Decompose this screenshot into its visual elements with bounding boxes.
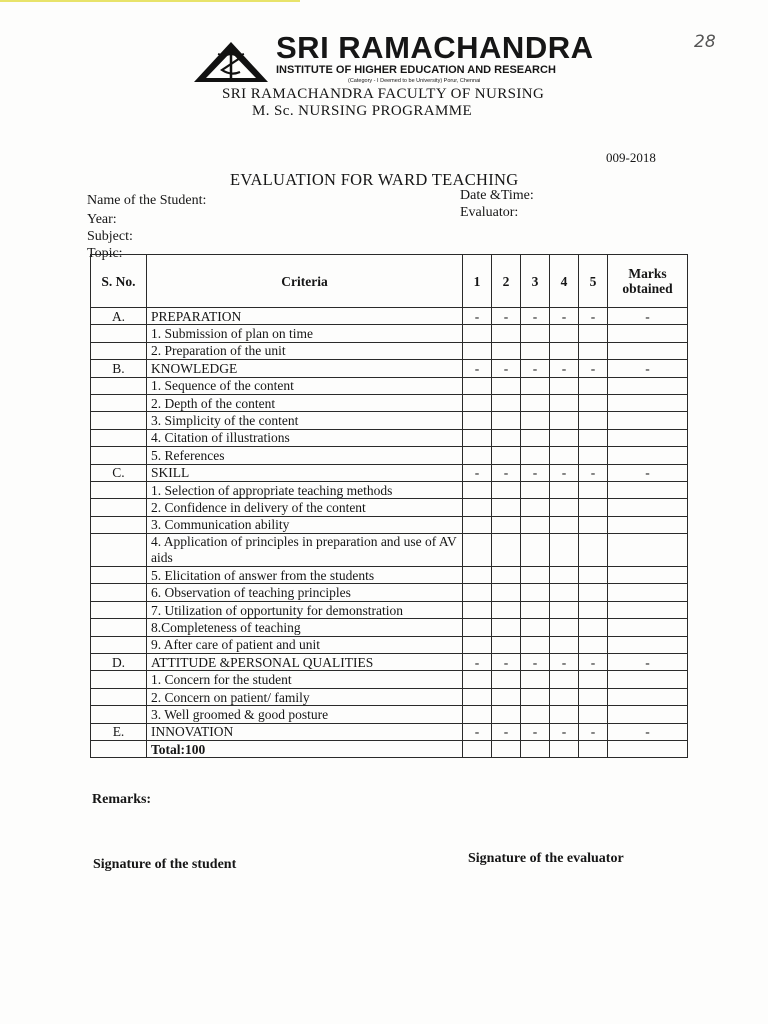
score-cell <box>492 429 521 446</box>
institution-name: SRI RAMACHANDRA <box>276 30 594 65</box>
marks-cell <box>608 567 688 584</box>
score-cell: - <box>579 654 608 671</box>
row-serial-number <box>91 671 147 688</box>
score-cell <box>492 481 521 498</box>
marks-cell <box>608 534 688 567</box>
header-score-2: 2 <box>492 255 521 308</box>
score-cell <box>463 429 492 446</box>
subject-label: Subject: <box>87 229 133 244</box>
table-row <box>91 325 688 342</box>
marks-cell <box>608 447 688 464</box>
row-serial-number <box>91 516 147 533</box>
score-cell <box>579 412 608 429</box>
row-criteria-text: 3. Well groomed & good posture <box>147 706 463 723</box>
score-cell <box>463 740 492 757</box>
score-cell <box>521 342 550 359</box>
score-cell <box>579 688 608 705</box>
table-row <box>91 601 688 618</box>
score-cell <box>521 688 550 705</box>
score-cell: - <box>550 464 579 481</box>
score-cell <box>579 499 608 516</box>
score-cell: - <box>550 360 579 377</box>
score-cell <box>579 481 608 498</box>
row-criteria-text: 4. Citation of illustrations <box>147 429 463 446</box>
row-serial-number <box>91 429 147 446</box>
score-cell <box>550 688 579 705</box>
score-cell <box>521 325 550 342</box>
row-criteria-text: 1. Selection of appropriate teaching methods <box>147 481 463 498</box>
score-cell <box>579 534 608 567</box>
score-cell <box>492 636 521 653</box>
score-cell: - <box>521 723 550 740</box>
institution-subtitle: INSTITUTE OF HIGHER EDUCATION AND RESEARCH <box>276 64 556 76</box>
score-cell <box>550 377 579 394</box>
marks-cell <box>608 325 688 342</box>
score-cell <box>492 671 521 688</box>
row-serial-number <box>91 619 147 636</box>
score-cell: - <box>550 654 579 671</box>
row-criteria-text: 5. Elicitation of answer from the students <box>147 567 463 584</box>
score-cell <box>550 516 579 533</box>
handwritten-page-mark: 28 <box>694 32 716 52</box>
table-row <box>91 499 688 516</box>
marks-cell: - <box>608 654 688 671</box>
score-cell <box>521 567 550 584</box>
row-criteria-text: 3. Simplicity of the content <box>147 412 463 429</box>
row-serial-number: C. <box>91 464 147 481</box>
row-criteria-text: KNOWLEDGE <box>147 360 463 377</box>
score-cell <box>492 499 521 516</box>
score-cell <box>579 447 608 464</box>
score-cell <box>463 601 492 618</box>
score-cell <box>521 481 550 498</box>
score-cell <box>550 499 579 516</box>
table-row <box>91 567 688 584</box>
score-cell: - <box>550 308 579 325</box>
row-serial-number <box>91 740 147 757</box>
score-cell: - <box>463 654 492 671</box>
row-criteria-text: 7. Utilization of opportunity for demonstration <box>147 601 463 618</box>
score-cell <box>521 377 550 394</box>
score-cell <box>492 516 521 533</box>
score-cell <box>550 584 579 601</box>
score-cell <box>492 394 521 411</box>
marks-cell: - <box>608 360 688 377</box>
score-cell <box>579 342 608 359</box>
marks-cell: - <box>608 308 688 325</box>
score-cell <box>492 706 521 723</box>
score-cell <box>492 688 521 705</box>
table-header-row <box>91 255 688 308</box>
score-cell <box>550 447 579 464</box>
header-score-4: 4 <box>550 255 579 308</box>
score-cell <box>463 534 492 567</box>
row-serial-number <box>91 481 147 498</box>
score-cell <box>521 412 550 429</box>
marks-cell <box>608 516 688 533</box>
score-cell <box>463 619 492 636</box>
score-cell <box>463 342 492 359</box>
section-row <box>91 723 688 740</box>
row-serial-number <box>91 636 147 653</box>
header-criteria: Criteria <box>147 255 463 308</box>
row-criteria-text: 2. Preparation of the unit <box>147 342 463 359</box>
row-serial-number: A. <box>91 308 147 325</box>
row-criteria-text: ATTITUDE &PERSONAL QUALITIES <box>147 654 463 671</box>
score-cell <box>521 636 550 653</box>
student-name-label: Name of the Student: <box>87 193 207 208</box>
row-criteria-text: 2. Confidence in delivery of the content <box>147 499 463 516</box>
programme-name: M. Sc. NURSING PROGRAMME <box>252 103 473 119</box>
score-cell <box>463 394 492 411</box>
score-cell <box>550 342 579 359</box>
row-criteria-text: 4. Application of principles in preparation and use of AV aids <box>147 534 463 567</box>
table-row <box>91 342 688 359</box>
row-serial-number <box>91 584 147 601</box>
score-cell <box>550 325 579 342</box>
section-row <box>91 360 688 377</box>
row-serial-number <box>91 377 147 394</box>
score-cell <box>521 499 550 516</box>
score-cell <box>550 740 579 757</box>
score-cell <box>550 636 579 653</box>
table-row <box>91 534 688 567</box>
score-cell <box>521 584 550 601</box>
table-row <box>91 671 688 688</box>
institution-logo-icon <box>192 40 270 84</box>
marks-cell <box>608 429 688 446</box>
marks-cell <box>608 412 688 429</box>
marks-cell <box>608 481 688 498</box>
row-criteria-text: 8.Completeness of teaching <box>147 619 463 636</box>
score-cell <box>579 636 608 653</box>
row-serial-number: B. <box>91 360 147 377</box>
header-sno: S. No. <box>91 255 147 308</box>
row-serial-number <box>91 325 147 342</box>
topic-label: Topic: <box>87 246 123 261</box>
score-cell <box>521 447 550 464</box>
row-serial-number: E. <box>91 723 147 740</box>
section-row <box>91 654 688 671</box>
row-criteria-text: 1. Submission of plan on time <box>147 325 463 342</box>
evaluator-signature-label: Signature of the evaluator <box>468 851 624 866</box>
score-cell <box>579 325 608 342</box>
table-row <box>91 377 688 394</box>
score-cell <box>550 619 579 636</box>
row-serial-number <box>91 394 147 411</box>
score-cell <box>579 429 608 446</box>
score-cell <box>463 688 492 705</box>
score-cell <box>579 619 608 636</box>
score-cell: - <box>463 308 492 325</box>
row-criteria-text: 6. Observation of teaching principles <box>147 584 463 601</box>
score-cell: - <box>463 464 492 481</box>
score-cell <box>550 394 579 411</box>
score-cell <box>463 447 492 464</box>
marks-cell <box>608 394 688 411</box>
score-cell <box>550 601 579 618</box>
score-cell: - <box>492 723 521 740</box>
marks-cell: - <box>608 723 688 740</box>
row-criteria-text: 5. References <box>147 447 463 464</box>
top-edge-mark <box>0 0 300 2</box>
score-cell <box>492 412 521 429</box>
score-cell <box>463 671 492 688</box>
marks-cell <box>608 342 688 359</box>
table-row <box>91 394 688 411</box>
row-criteria-text: 2. Concern on patient/ family <box>147 688 463 705</box>
score-cell <box>550 706 579 723</box>
institution-category: (Category - I Deemed to be University) Porur, Chennai <box>348 78 481 84</box>
section-row <box>91 308 688 325</box>
score-cell: - <box>521 360 550 377</box>
table-row <box>91 429 688 446</box>
marks-cell <box>608 584 688 601</box>
score-cell <box>492 567 521 584</box>
date-time-label: Date &Time: <box>460 188 534 203</box>
row-criteria-text: INNOVATION <box>147 723 463 740</box>
marks-cell <box>608 499 688 516</box>
marks-cell <box>608 740 688 757</box>
marks-cell <box>608 671 688 688</box>
table-row <box>91 636 688 653</box>
score-cell: - <box>521 308 550 325</box>
score-cell <box>492 619 521 636</box>
score-cell <box>492 377 521 394</box>
evaluator-label: Evaluator: <box>460 205 519 220</box>
score-cell <box>463 636 492 653</box>
score-cell <box>550 567 579 584</box>
row-criteria-text: 1. Concern for the student <box>147 671 463 688</box>
table-row <box>91 447 688 464</box>
score-cell <box>579 394 608 411</box>
score-cell: - <box>492 308 521 325</box>
score-cell: - <box>492 464 521 481</box>
row-serial-number <box>91 706 147 723</box>
score-cell <box>579 516 608 533</box>
remarks-label: Remarks: <box>92 792 152 807</box>
score-cell <box>521 516 550 533</box>
row-serial-number <box>91 567 147 584</box>
score-cell: - <box>521 464 550 481</box>
score-cell <box>521 429 550 446</box>
section-row <box>91 464 688 481</box>
score-cell <box>521 394 550 411</box>
score-cell: - <box>463 360 492 377</box>
score-cell: - <box>492 654 521 671</box>
table-row <box>91 412 688 429</box>
score-cell <box>550 412 579 429</box>
score-cell <box>579 671 608 688</box>
score-cell <box>492 601 521 618</box>
score-cell <box>521 619 550 636</box>
score-cell <box>463 706 492 723</box>
student-signature-label: Signature of the student <box>93 857 237 872</box>
table-row <box>91 706 688 723</box>
score-cell <box>463 377 492 394</box>
marks-cell <box>608 377 688 394</box>
row-criteria-text: PREPARATION <box>147 308 463 325</box>
score-cell <box>463 412 492 429</box>
score-cell: - <box>463 723 492 740</box>
score-cell <box>463 567 492 584</box>
year-label: Year: <box>87 212 117 227</box>
score-cell: - <box>492 360 521 377</box>
score-cell <box>579 706 608 723</box>
marks-cell <box>608 601 688 618</box>
score-cell <box>492 342 521 359</box>
evaluation-table <box>90 254 688 758</box>
marks-cell <box>608 688 688 705</box>
score-cell <box>579 567 608 584</box>
header-score-3: 3 <box>521 255 550 308</box>
score-cell <box>550 671 579 688</box>
row-serial-number: D. <box>91 654 147 671</box>
score-cell <box>492 740 521 757</box>
header-score-5: 5 <box>579 255 608 308</box>
faculty-name: SRI RAMACHANDRA FACULTY OF NURSING <box>222 86 545 102</box>
score-cell <box>492 447 521 464</box>
score-cell <box>463 584 492 601</box>
row-criteria-text: 2. Depth of the content <box>147 394 463 411</box>
row-serial-number <box>91 688 147 705</box>
score-cell: - <box>579 308 608 325</box>
row-criteria-text: 3. Communication ability <box>147 516 463 533</box>
row-serial-number <box>91 601 147 618</box>
marks-cell <box>608 619 688 636</box>
score-cell <box>521 671 550 688</box>
score-cell <box>492 325 521 342</box>
score-cell <box>492 534 521 567</box>
form-title: EVALUATION FOR WARD TEACHING <box>230 170 519 189</box>
score-cell <box>463 481 492 498</box>
header-marks-obtained: Marks obtained <box>608 255 688 308</box>
score-cell <box>463 516 492 533</box>
score-cell <box>521 601 550 618</box>
table-row <box>91 481 688 498</box>
score-cell <box>579 584 608 601</box>
row-criteria-text: 9. After care of patient and unit <box>147 636 463 653</box>
table-body <box>91 308 688 758</box>
row-criteria-text: Total:100 <box>147 740 463 757</box>
row-serial-number <box>91 534 147 567</box>
table-row <box>91 688 688 705</box>
score-cell <box>521 740 550 757</box>
marks-cell <box>608 636 688 653</box>
score-cell: - <box>550 723 579 740</box>
marks-cell <box>608 706 688 723</box>
score-cell <box>579 601 608 618</box>
row-serial-number <box>91 342 147 359</box>
score-cell <box>521 534 550 567</box>
table-row <box>91 516 688 533</box>
marks-cell: - <box>608 464 688 481</box>
score-cell: - <box>521 654 550 671</box>
row-serial-number <box>91 412 147 429</box>
row-criteria-text: SKILL <box>147 464 463 481</box>
score-cell <box>521 706 550 723</box>
score-cell <box>463 325 492 342</box>
score-cell <box>579 377 608 394</box>
score-cell <box>550 481 579 498</box>
score-cell <box>492 584 521 601</box>
total-row <box>91 740 688 757</box>
score-cell: - <box>579 723 608 740</box>
score-cell: - <box>579 464 608 481</box>
table-row <box>91 619 688 636</box>
score-cell: - <box>579 360 608 377</box>
row-serial-number <box>91 447 147 464</box>
score-cell <box>550 534 579 567</box>
document-code: 009-2018 <box>606 150 656 165</box>
score-cell <box>579 740 608 757</box>
table-row <box>91 584 688 601</box>
row-criteria-text: 1. Sequence of the content <box>147 377 463 394</box>
row-serial-number <box>91 499 147 516</box>
score-cell <box>550 429 579 446</box>
score-cell <box>463 499 492 516</box>
header-score-1: 1 <box>463 255 492 308</box>
